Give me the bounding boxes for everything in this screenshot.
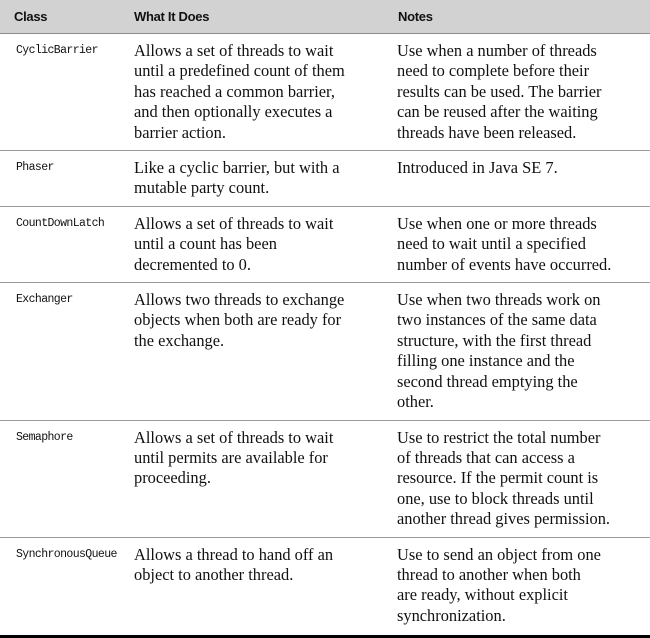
class-cell	[0, 206, 124, 282]
table-row	[0, 34, 650, 151]
what-cell	[124, 283, 388, 420]
notes-text: Use when two threads work on two instances of the same data structure, with the first thread filling one instance and the second thread emptying the other.	[397, 290, 601, 412]
class-cell	[0, 537, 124, 636]
notes-cell	[388, 537, 650, 636]
table-row	[0, 420, 650, 537]
notes-text: Introduced in Java SE 7.	[397, 158, 558, 178]
table-row	[0, 151, 650, 207]
header-row	[0, 0, 650, 34]
class-name: CyclicBarrier	[16, 44, 98, 57]
class-cell	[0, 151, 124, 207]
what-it-does-text: Allows a set of threads to wait until permits are available for proceeding.	[134, 427, 334, 488]
header-notes: Notes	[388, 0, 650, 34]
class-name: Semaphore	[16, 430, 73, 444]
header-class: Class	[0, 0, 124, 34]
table-row	[0, 206, 650, 282]
what-it-does-text: Allows two threads to exchange objects when both are ready for the exchange.	[134, 290, 345, 350]
what-it-does-text: Allows a set of threads to wait until a count has been decremented to 0.	[134, 213, 334, 274]
class-name: CountDownLatch	[16, 216, 105, 230]
what-cell	[124, 206, 388, 282]
notes-cell	[388, 420, 650, 537]
what-cell	[124, 420, 388, 537]
what-cell	[124, 34, 388, 151]
notes-text: Use when one or more threads need to wait until a specified number of events have occurred.	[397, 213, 612, 274]
class-name: Phaser	[16, 161, 54, 175]
notes-cell	[388, 151, 650, 207]
notes-cell	[388, 283, 650, 420]
what-cell	[124, 537, 388, 636]
table-row	[0, 283, 650, 420]
class-cell	[0, 283, 124, 420]
class-cell	[0, 34, 124, 151]
table-header	[0, 0, 650, 34]
notes-text: Use to send an object from one thread to another when both are ready, without explicit synchronization.	[397, 544, 601, 625]
notes-cell	[388, 206, 650, 282]
notes-cell	[388, 34, 650, 151]
what-it-does-text: Like a cyclic barrier, but with a mutable party count.	[134, 158, 340, 198]
class-name: SynchronousQueue	[16, 547, 117, 561]
table-row	[0, 537, 650, 636]
notes-text: Use when a number of threads need to complete before their results can be used. The barrier can be reused after the waiting threads have been released.	[397, 41, 602, 142]
what-cell	[124, 151, 388, 207]
what-it-does-text: Allows a thread to hand off an object to another thread.	[134, 544, 334, 584]
class-cell	[0, 420, 124, 537]
what-it-does-text: Allows a set of threads to wait until a predefined count of them has reached a common barrier, and then optionally executes a barrier action.	[134, 41, 345, 142]
class-name: Exchanger	[16, 293, 73, 307]
notes-text: Use to restrict the total number of threads that can access a resource. If the permit count is one, use to block threads until another thread gives permission.	[397, 427, 611, 529]
header-what-it-does: What It Does	[124, 0, 388, 34]
table-body	[0, 34, 650, 637]
